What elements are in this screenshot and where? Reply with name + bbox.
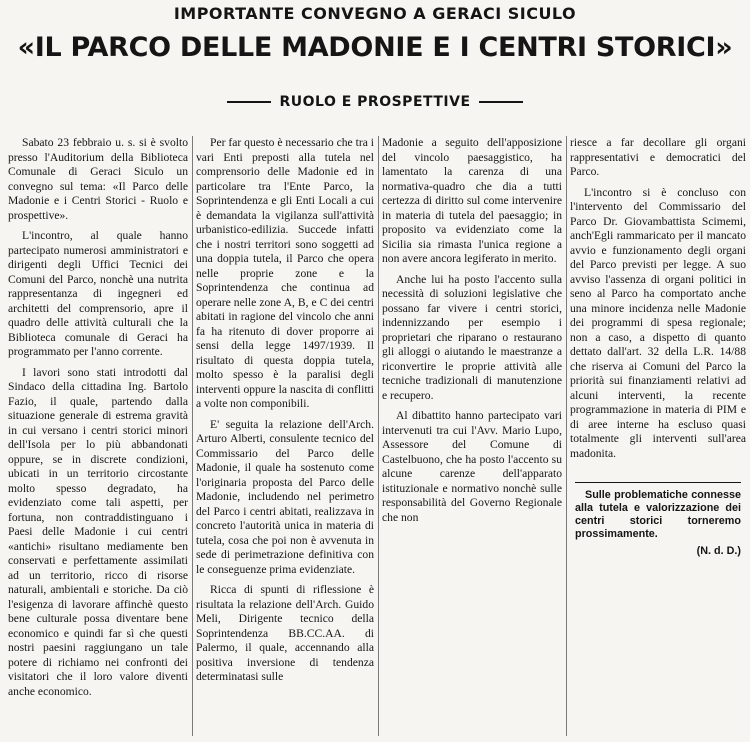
editor-note-rule [575, 482, 741, 483]
paragraph: Per far questo è necessario che tra i vari Enti preposti alla tutela nel comprensorio delle Madonie ed in particolare tra l'Ente Parco, la Soprintendenza e gli Enti Locali a cui è demandata la vigilanza sull'attività urbanistico-edilizia. Succede infatti che i nostri territori sono soggetti ad una doppia tutela, il Parco che opera nelle proprie zone e la Soprintendenza che continua ad operare nelle zone A, B, e C dei centri abitati in ragione del vincolo che anni fa ha ritenuto di dover proporre ai sensi della legge 1497/1939. Il risultato di questa doppia tutela, molto spesso è la paralisi degli interventi oppure la nascita di conflitti a volte non componibili. [196, 136, 374, 410]
paragraph: Al dibattito hanno partecipato vari intervenuti tra cui l'Avv. Mario Lupo, Assessore del Comune di Castelbuono, che ha posto l'accento su alcune carenze dell'apparato istituzionale e normativo nonchè sulle responsabilità del Governo Regionale che non [382, 409, 562, 524]
column-separator [378, 136, 379, 736]
headline: «IL PARCO DELLE MADONIE E I CENTRI STORICI» [17, 32, 733, 63]
paragraph: E' seguita la relazione dell'Arch. Arturo Alberti, consulente tecnico del Commissario del Parco delle Madonie, il quale ha sostenuto come l'originaria proposta del Parco delle Madonie, includendo nel perimetro del Parco i centri abitati, realizzava in concreto l'autorità unica in materia di tutela, cosa che poi non è avvenuta in sede di perimetrazione definitiva con le conseguenze prima evidenziate. [196, 417, 374, 576]
subhead-left-rule [227, 101, 271, 103]
paragraph: riesce a far decollare gli organi rappresentativi e democratici del Parco. [570, 136, 746, 178]
editor-note [575, 482, 741, 558]
paragraph: Madonie a seguito dell'apposizione del vincolo paesaggistico, ha lamentato la carenza di una normativa-quadro che dia a tutti certezza di diritto sul come intervenire in materia di tutela del paesaggio; in proposito va evidenziato come la Sicilia sia rimasta l'unica regione a non avere ancora legiferato in merito. [382, 136, 562, 265]
paragraph: Anche lui ha posto l'accento sulla necessità di soluzioni legislative che possano far vivere i centri storici, indennizzando per esempio i proprietari che riparano o restaurano gli alloggi o aiutando le maestranze a riconvertire le proprie attività alle tecniche tradizionali di manutenzione e recupero. [382, 272, 562, 402]
paragraph: L'incontro, al quale hanno partecipato numerosi amministratori e dirigenti degli Uffici Tecnici dei Comuni del Parco, nonchè una nutrita rappresentanza di ingegneri ed architetti del comprensorio, apre il quadro delle attività culturali che la Biblioteca comunale di Geraci ha programmato per l'anno corrente. [8, 229, 188, 358]
editor-note-text: Sulle problematiche connesse alla tutela e valorizzazione dei centri storici torneremo prossimamente. [575, 489, 741, 540]
kicker: IMPORTANTE CONVEGNO A GERACI SICULO [173, 4, 577, 23]
paragraph: Sabato 23 febbraio u. s. si è svolto presso l'Auditorium della Biblioteca Comunale di Geraci Siculo un convegno sul tema: «Il Parco delle Madonie e i Centri Storici - Ruolo e prospettive». [8, 136, 188, 222]
column-separator [566, 136, 567, 736]
subhead [0, 92, 750, 112]
article-column-3 [382, 136, 562, 736]
column-separator [192, 136, 193, 736]
paragraph: I lavori sono stati introdotti dal Sindaco della cittadina Ing. Bartolo Fazio, il quale, partendo dalla situazione generale di estrema gravità in cui versano i centri storici minori dell'Isola per lo più abbandonati oppure, se in discrete condizioni, ubicati in un territorio circostante molto spesso degradato, ha evidenziato come tali aspetti, per fortuna, non contraddistinguano i Paesi delle Madonie i cui centri «antichi» risultano mediamente ben conservati e perfettamente assimilati ad un territorio, ricco di risorse naturali, ambientali e storiche. Da ciò l'esigenza di lavorare affinchè questo bene culturale possa diventare bene economico e quindi far sì che questi nostri paesini raggiungano un tale potere di richiamo nei confronti dei visitatori che il loro valore diventi anche economico. [8, 365, 188, 698]
article-column-1 [8, 136, 188, 736]
subhead-right-rule [479, 101, 523, 103]
article-column-4 [570, 136, 746, 736]
editor-note-signature: (N. d. D.) [696, 545, 741, 557]
subhead-text: RUOLO E PROSPETTIVE [279, 94, 471, 110]
paragraph: L'incontro si è concluso con l'intervento del Commissario del Parco Dr. Giovambattista Scimemi, anch'Egli rammaricato per il mancato avvio e funzionamento degli organi del Parco previsti per legge. A suo avviso l'assenza di organi politici in seno al Parco ha comportato anche una minore incidenza nelle Madonie dei programmi di spesa regionale; non a caso, a dispetto di quanto dettato dall'art. 32 della L.R. 14/88 che riserva ai Comuni del Parco la priorità sui finanziamenti relativi ad alcuni interventi, la recente programmazione in materia di PIM e di aree interne ha escluso quasi totalmente gli interventi sull'area madonita. [570, 185, 746, 460]
paragraph: Ricca di spunti di riflessione è risultata la relazione dell'Arch. Guido Meli, Dirigente tecnico della Soprintendenza BB.CC.AA. di Palermo, il quale, accennando alla positiva inversione di tendenza determinatasi sulle [196, 583, 374, 683]
article-column-2 [196, 136, 374, 736]
